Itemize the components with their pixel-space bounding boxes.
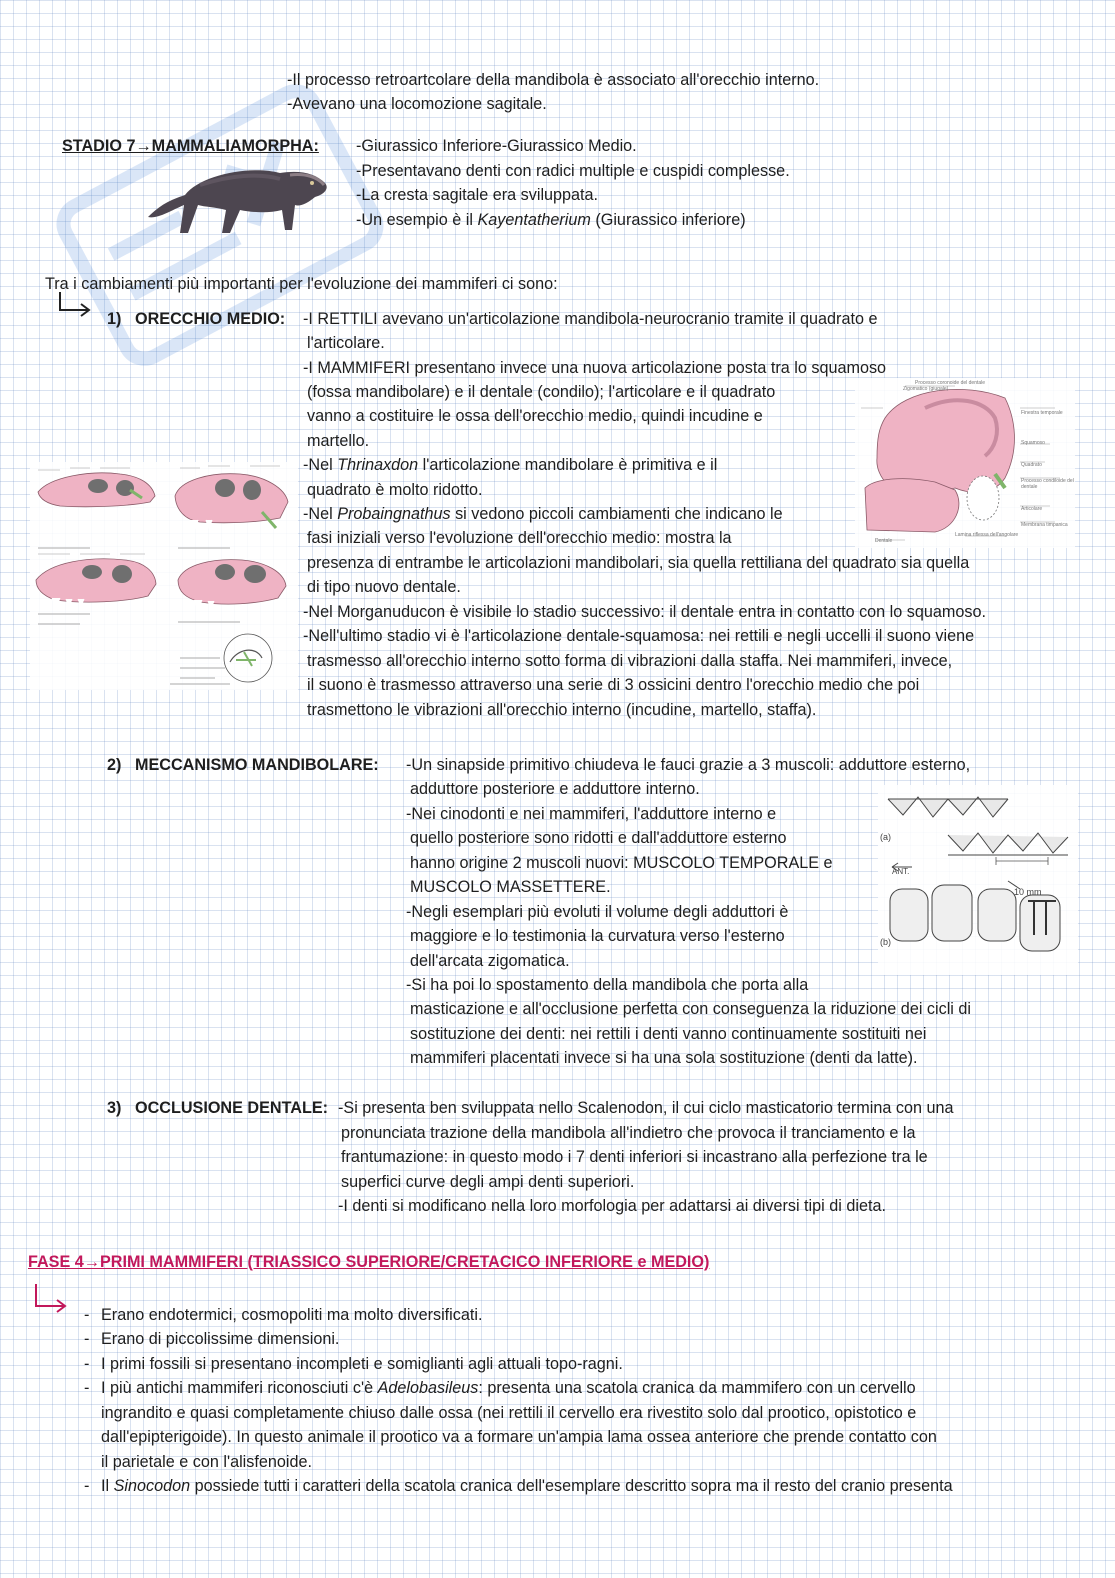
s3-number: 3): [107, 1099, 122, 1117]
s1-line-12: di tipo nuovo dentale.: [307, 578, 461, 596]
fase4-bullet-4-line-3: dall'epipterigoide). In questo animale il prootico va a formare un'ampia lama ossea anteriore che prende contatto con: [101, 1428, 937, 1446]
s1-line-14: -Nell'ultimo stadio vi è l'articolazione dentale-squamosa: nei rettili e negli uccelli il suono viene: [303, 627, 975, 645]
s1-line-13: -Nel Morganuducon è visibile lo stadio successivo: il dentale entra in contatto con lo squamoso.: [303, 603, 986, 621]
fase4-bullet-5-c: possiede tutti i caratteri della scatola cranica dell'esemplare descritto sopra ma il resto del cranio presenta: [190, 1477, 953, 1495]
s2-title: MECCANISMO MANDIBOLARE:: [135, 756, 379, 774]
s1-line-2: l'articolare.: [307, 334, 385, 352]
s2-line-13: mammiferi placentati invece si ha una sola sostituzione (denti da latte).: [410, 1049, 918, 1067]
bullet-dash: -: [84, 1355, 90, 1373]
s2-line-8: maggiore e lo testimonia la curvatura verso l'esterno: [410, 927, 785, 945]
stadio7-line-4: [356, 210, 746, 230]
jaw-label-8: Lamina riflessa dell'angolare: [955, 532, 1019, 538]
s3-line-1: -Si presenta ben sviluppata nello Scalenodon, il cui ciclo masticatorio termina con una: [338, 1099, 954, 1117]
teeth-label-scale: 10 mm: [1014, 887, 1042, 897]
s2-line-1: -Un sinapside primitivo chiudeva le fauci grazie a 3 muscoli: adduttore esterno,: [406, 756, 971, 774]
s3-line-4: superfici curve degli ampi denti superiori.: [341, 1173, 635, 1191]
fase4-bullet-4-line-2: ingrandito e quasi completamente chiuso dalle ossa (nei rettili il cervello era rivestito solo dal prootico, opistotico e: [101, 1404, 917, 1422]
thrinaxdon-name: Thrinaxdon: [337, 456, 419, 474]
jaw-label-0: Zigomatico (giugale): [903, 386, 949, 392]
s2-line-12: sostituzione dei denti: nei rettili i denti vanno continuamente sostituiti nei: [410, 1025, 927, 1043]
s1-line-16: il suono è trasmesso attraverso una serie di 3 ossicini dentro l'orecchio medio che poi: [307, 676, 920, 694]
kayentatherium-name: Kayentatherium: [477, 211, 591, 229]
s1-line-9-c: si vedono piccoli cambiamenti che indicano le: [450, 505, 783, 523]
arrow-icon: [55, 290, 95, 318]
jaw-label-1: Processo coronoide del dentale: [915, 380, 986, 386]
bullet-dash: -: [84, 1477, 90, 1495]
s2-line-3: -Nei cinodonti e nei mammiferi, l'adduttore interno e: [406, 805, 777, 823]
s1-line-15: trasmesso all'orecchio interno sotto forma di vibrazioni dalla staffa. Nei mammiferi, invece,: [307, 652, 953, 670]
jaw-label-4: Quadrato: [1021, 462, 1042, 468]
skull-evolution-figure: [30, 462, 298, 690]
stadio7-line-4-c: (Giurassico inferiore): [590, 211, 746, 229]
adelobasileus-name: Adelobasileus: [377, 1379, 479, 1397]
s1-line-11: presenza di entrambe le articolazioni mandibolari, sia quella rettiliana del quadrato sia quella: [307, 554, 970, 572]
s1-line-3: -I MAMMIFERI presentano invece una nuova articolazione posta tra lo squamoso: [303, 359, 887, 377]
fase4-heading: FASE 4→PRIMI MAMMIFERI (TRIASSICO SUPERIORE/CRETACICO INFERIORE e MEDIO): [28, 1253, 710, 1271]
stadio7-line-4-a: -Un esempio è il: [356, 211, 478, 229]
s1-line-9-a: -Nel: [303, 505, 338, 523]
sinocodon-name: Sinocodon: [113, 1477, 191, 1495]
stadio7-heading: STADIO 7→MAMMALIAMORPHA:: [62, 137, 319, 155]
fase4-bullet-3: I primi fossili si presentano incompleti e somiglianti agli attuali topo-ragni.: [101, 1355, 623, 1373]
bullet-dash: -: [84, 1379, 90, 1397]
teeth-occlusion-figure: [878, 785, 1078, 975]
s2-line-2: adduttore posteriore e adduttore interno.: [410, 780, 700, 798]
jaw-label-3: Squamoso: [1021, 440, 1045, 446]
stadio7-line-1: -Giurassico Inferiore-Giurassico Medio.: [356, 137, 637, 155]
s1-line-1: -I RETTILI avevano un'articolazione mandibola-neurocranio tramite il quadrato e: [303, 310, 878, 328]
s2-line-6: MUSCOLO MASSETTERE.: [410, 878, 611, 896]
fase4-bullet-5-a: Il: [101, 1477, 114, 1495]
s1-line-10: fasi iniziali verso l'evoluzione dell'orecchio medio: mostra la: [307, 529, 732, 547]
fase4-bullet-5: [101, 1476, 953, 1496]
jaw-label-2: Finestra temporale: [1021, 410, 1063, 416]
s1-line-7: [303, 455, 717, 475]
s3-line-3: frantumazione: in questo modo i 7 denti inferiori si incastrano alla perfezione tra le: [341, 1148, 928, 1166]
fase4-bullet-2: Erano di piccolissime dimensioni.: [101, 1330, 340, 1348]
fase4-bullet-4-a: I più antichi mammiferi riconosciuti c'è: [101, 1379, 378, 1397]
teeth-label-b: (b): [880, 937, 891, 947]
bullet-dash: -: [84, 1306, 90, 1324]
bullet-dash: -: [84, 1330, 90, 1348]
s2-line-4: quello posteriore sono ridotti e dall'adduttore esterno: [410, 829, 787, 847]
s1-line-6: martello.: [307, 432, 370, 450]
s1-number: 1): [107, 310, 122, 328]
fase4-bullet-4-c: : presenta una scatola cranica da mammifero con un cervello: [478, 1379, 916, 1397]
s1-line-4: (fossa mandibolare) e il dentale (condilo); l'articolare e il quadrato: [307, 383, 776, 401]
intro-line-2: -Avevano una locomozione sagitale.: [287, 95, 547, 113]
s3-title: OCCLUSIONE DENTALE:: [135, 1099, 329, 1117]
arrow-icon-pink: [30, 1282, 70, 1314]
teeth-occlusion-drawing: [878, 785, 1078, 975]
s2-line-7: -Negli esemplari più evoluti il volume degli adduttori è: [406, 903, 789, 921]
jaw-label-9: Dentale: [875, 538, 893, 544]
s1-line-9: [303, 504, 783, 524]
jaw-articulation-figure: [855, 378, 1075, 548]
s1-title: ORECCHIO MEDIO:: [135, 310, 286, 328]
s1-line-7-a: -Nel: [303, 456, 338, 474]
s2-line-9: dell'arcata zigomatica.: [410, 952, 570, 970]
jaw-label-6: Articolare: [1021, 506, 1043, 512]
stadio7-line-3: -La cresta sagitale era sviluppata.: [356, 186, 599, 204]
fase4-bullet-4-line-4: il parietale e con l'alisfenoide.: [101, 1453, 312, 1471]
fase4-bullet-4: [101, 1378, 916, 1398]
s1-line-7-c: l'articolazione mandibolare è primitiva e il: [418, 456, 718, 474]
teeth-label-ant: ANT.: [892, 867, 910, 876]
s3-line-5: -I denti si modificano nella loro morfologia per adattarsi ai diversi tipi di dieta.: [338, 1197, 886, 1215]
probaingnathus-name: Probaingnathus: [337, 505, 451, 523]
s1-line-8: quadrato è molto ridotto.: [307, 481, 483, 499]
s2-line-11: masticazione e all'occlusione perfetta con conseguenza la riduzione dei cicli di: [410, 1000, 971, 1018]
kayentatherium-illustration: [140, 155, 340, 240]
s1-line-17: trasmettono le vibrazioni all'orecchio interno (incudine, martello, staffa).: [307, 701, 817, 719]
teeth-label-a: (a): [880, 832, 891, 842]
s3-line-2: pronunciata trazione della mandibola all'indietro che provoca il tranciamento e la: [341, 1124, 916, 1142]
fase4-bullet-1: Erano endotermici, cosmopoliti ma molto diversificati.: [101, 1306, 483, 1324]
s1-line-5: vanno a costituire le ossa dell'orecchio medio, quindi incudine e: [307, 407, 763, 425]
s2-number: 2): [107, 756, 122, 774]
intro-line-1: -Il processo retroartcolare della mandibola è associato all'orecchio interno.: [287, 71, 820, 89]
stadio7-line-2: -Presentavano denti con radici multiple e cuspidi complesse.: [356, 162, 790, 180]
jaw-label-5: Processo condiloide del dentale: [1021, 478, 1074, 490]
changes-intro: Tra i cambiamenti più importanti per l'evoluzione dei mammiferi ci sono:: [45, 275, 558, 293]
s2-line-5: hanno origine 2 muscoli nuovi: MUSCOLO TEMPORALE e: [410, 854, 833, 872]
s2-line-10: -Si ha poi lo spostamento della mandibola che porta alla: [406, 976, 809, 994]
jaw-label-7: Membrana timpanica: [1021, 522, 1068, 528]
